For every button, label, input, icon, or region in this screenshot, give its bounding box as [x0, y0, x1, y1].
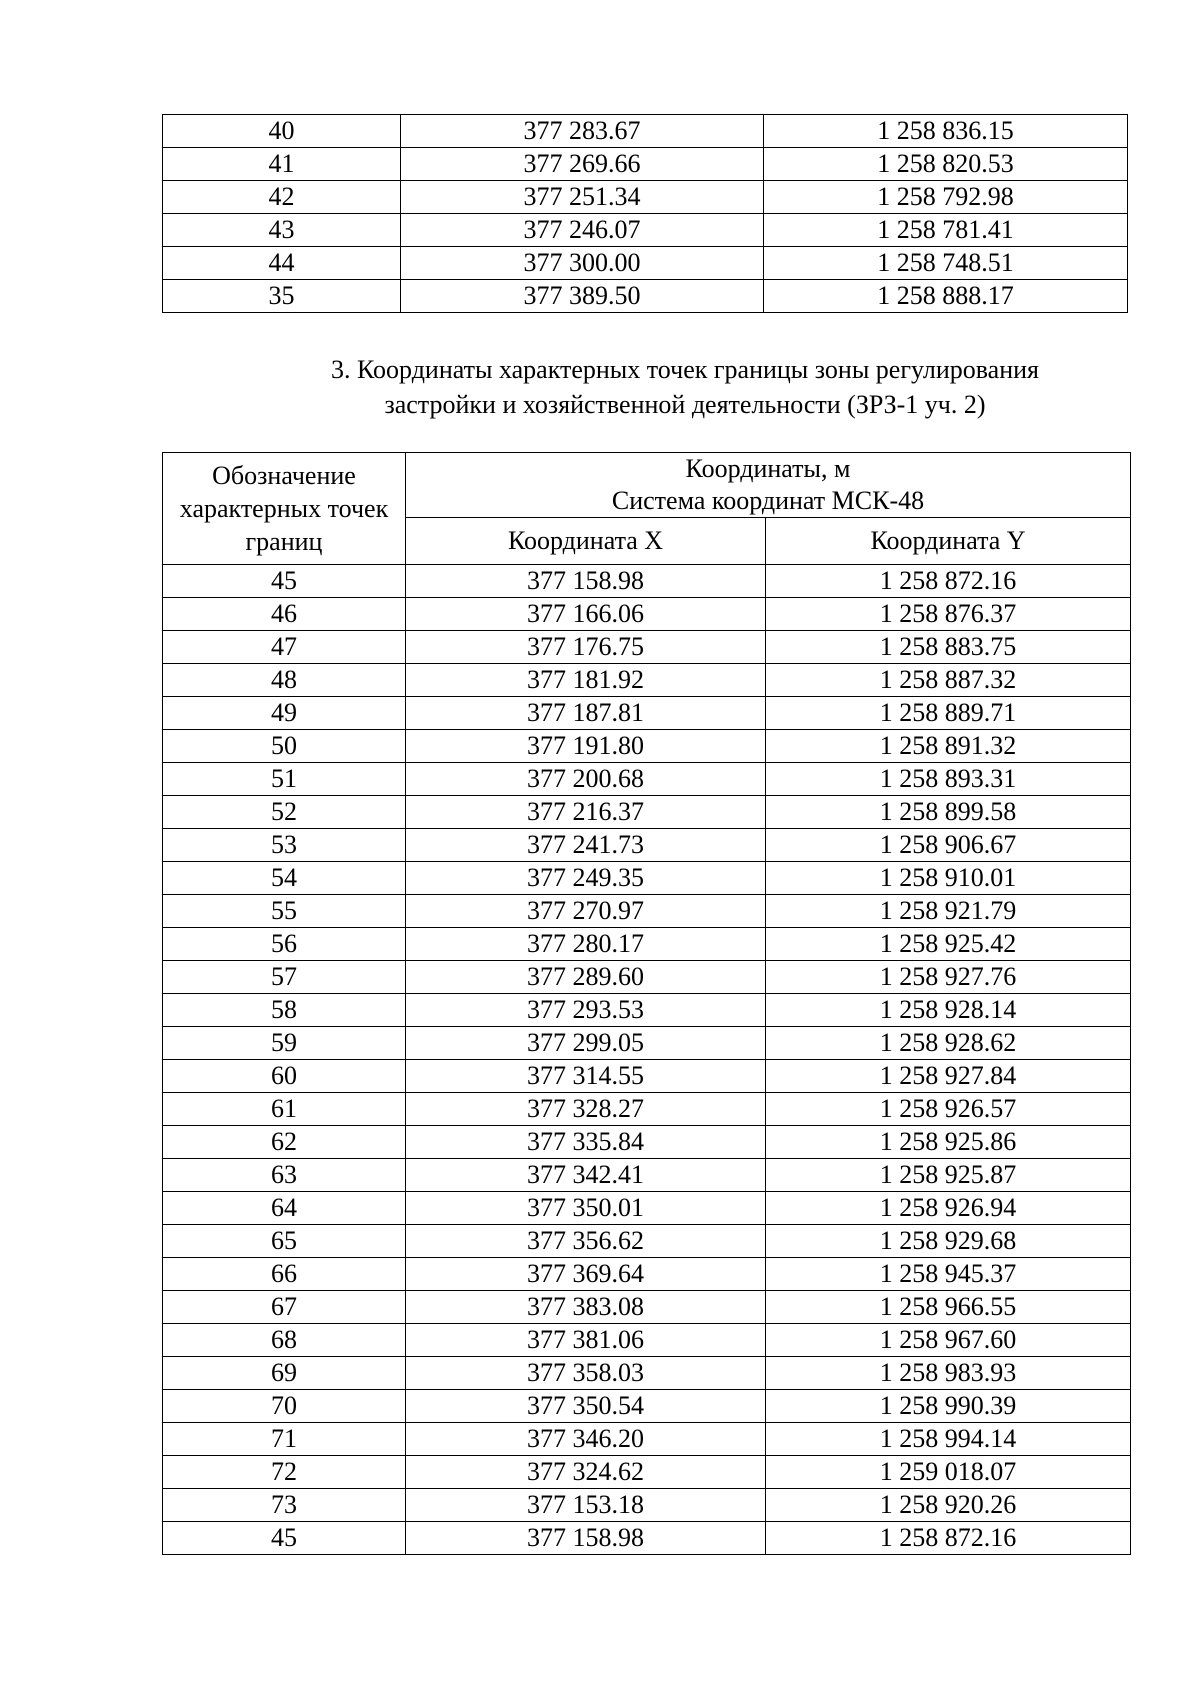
point-number-cell: 49	[163, 697, 406, 730]
coordinate-y-cell: 1 258 883.75	[766, 631, 1131, 664]
coordinates-table	[162, 452, 1131, 1555]
table-row	[163, 730, 1131, 763]
section-heading-line-1: 3. Координаты характерных точек границы зоны регулирования	[331, 355, 1039, 384]
table-row	[163, 1324, 1131, 1357]
point-number-cell: 41	[163, 148, 401, 181]
table-row	[163, 247, 1128, 280]
coordinate-x-cell: 377 187.81	[406, 697, 766, 730]
coordinate-y-cell: 1 258 893.31	[766, 763, 1131, 796]
table-row	[163, 1291, 1131, 1324]
header-coordinate-x: Координата X	[406, 518, 766, 565]
table-row	[163, 1060, 1131, 1093]
coordinate-x-cell: 377 241.73	[406, 829, 766, 862]
point-number-cell: 50	[163, 730, 406, 763]
coordinate-x-cell: 377 181.92	[406, 664, 766, 697]
table-row	[163, 994, 1131, 1027]
coordinate-y-cell: 1 258 889.71	[766, 697, 1131, 730]
coordinate-x-cell: 377 283.67	[401, 115, 764, 148]
coordinate-x-cell: 377 158.98	[406, 1522, 766, 1555]
table-row	[163, 280, 1128, 313]
coordinate-x-cell: 377 328.27	[406, 1093, 766, 1126]
coordinate-x-cell: 377 251.34	[401, 181, 764, 214]
table-row	[163, 631, 1131, 664]
point-number-cell: 58	[163, 994, 406, 1027]
coordinate-x-cell: 377 383.08	[406, 1291, 766, 1324]
coordinate-y-cell: 1 258 887.32	[766, 664, 1131, 697]
coordinate-y-cell: 1 258 990.39	[766, 1390, 1131, 1423]
coordinate-y-cell: 1 258 910.01	[766, 862, 1131, 895]
table-row	[163, 664, 1131, 697]
coordinate-x-cell: 377 335.84	[406, 1126, 766, 1159]
table-row	[163, 1093, 1131, 1126]
section-heading-line-2: застройки и хозяйственной деятельности (ЗРЗ-1 уч. 2)	[384, 390, 986, 419]
coordinate-y-cell: 1 258 994.14	[766, 1423, 1131, 1456]
coordinate-y-cell: 1 258 792.98	[764, 181, 1128, 214]
table-row	[163, 1027, 1131, 1060]
point-number-cell: 59	[163, 1027, 406, 1060]
coordinates-table-body	[163, 565, 1131, 1555]
coordinate-x-cell: 377 381.06	[406, 1324, 766, 1357]
point-number-cell: 52	[163, 796, 406, 829]
coordinate-y-cell: 1 258 927.76	[766, 961, 1131, 994]
point-number-cell: 54	[163, 862, 406, 895]
header-coordinates	[406, 453, 1131, 518]
coordinate-y-cell: 1 258 872.16	[766, 1522, 1131, 1555]
coordinate-y-cell: 1 258 925.86	[766, 1126, 1131, 1159]
table-row	[163, 763, 1131, 796]
coordinate-y-cell: 1 258 925.87	[766, 1159, 1131, 1192]
table-row	[163, 214, 1128, 247]
header-coordinate-system: Система координат МСК-48	[611, 486, 925, 515]
coordinate-x-cell: 377 358.03	[406, 1357, 766, 1390]
coordinate-x-cell: 377 299.05	[406, 1027, 766, 1060]
point-number-cell: 73	[163, 1489, 406, 1522]
header-point-designation: Обозначение характерных точек границ	[163, 453, 406, 565]
continuation-table	[162, 114, 1128, 313]
coordinate-y-cell: 1 258 926.57	[766, 1093, 1131, 1126]
coordinate-y-cell: 1 258 888.17	[764, 280, 1128, 313]
table-row	[163, 895, 1131, 928]
point-number-cell: 69	[163, 1357, 406, 1390]
table-row	[163, 1390, 1131, 1423]
coordinate-x-cell: 377 246.07	[401, 214, 764, 247]
coordinate-y-cell: 1 258 906.67	[766, 829, 1131, 862]
coordinate-y-cell: 1 258 891.32	[766, 730, 1131, 763]
coordinate-y-cell: 1 258 926.94	[766, 1192, 1131, 1225]
coordinate-x-cell: 377 166.06	[406, 598, 766, 631]
coordinate-y-cell: 1 259 018.07	[766, 1456, 1131, 1489]
point-number-cell: 61	[163, 1093, 406, 1126]
coordinate-x-cell: 377 191.80	[406, 730, 766, 763]
coordinate-y-cell: 1 258 929.68	[766, 1225, 1131, 1258]
point-number-cell: 53	[163, 829, 406, 862]
coordinate-y-cell: 1 258 945.37	[766, 1258, 1131, 1291]
coordinate-x-cell: 377 270.97	[406, 895, 766, 928]
point-number-cell: 51	[163, 763, 406, 796]
coordinate-x-cell: 377 216.37	[406, 796, 766, 829]
coordinate-x-cell: 377 280.17	[406, 928, 766, 961]
coordinate-x-cell: 377 249.35	[406, 862, 766, 895]
coordinate-y-cell: 1 258 927.84	[766, 1060, 1131, 1093]
coordinate-y-cell: 1 258 872.16	[766, 565, 1131, 598]
coordinate-y-cell: 1 258 966.55	[766, 1291, 1131, 1324]
point-number-cell: 42	[163, 181, 401, 214]
table-row	[163, 1258, 1131, 1291]
table-row	[163, 796, 1131, 829]
point-number-cell: 56	[163, 928, 406, 961]
point-number-cell: 55	[163, 895, 406, 928]
point-number-cell: 45	[163, 565, 406, 598]
table-row	[163, 928, 1131, 961]
coordinate-x-cell: 377 350.54	[406, 1390, 766, 1423]
point-number-cell: 40	[163, 115, 401, 148]
table-row	[163, 148, 1128, 181]
point-number-cell: 44	[163, 247, 401, 280]
coordinate-y-cell: 1 258 920.26	[766, 1489, 1131, 1522]
table-row	[163, 1456, 1131, 1489]
continuation-table-body	[163, 115, 1128, 313]
table-row	[163, 697, 1131, 730]
point-number-cell: 57	[163, 961, 406, 994]
coordinate-y-cell: 1 258 876.37	[766, 598, 1131, 631]
point-number-cell: 72	[163, 1456, 406, 1489]
point-number-cell: 46	[163, 598, 406, 631]
point-number-cell: 47	[163, 631, 406, 664]
table-row	[163, 565, 1131, 598]
table-row	[163, 1522, 1131, 1555]
point-number-cell: 64	[163, 1192, 406, 1225]
point-number-cell: 65	[163, 1225, 406, 1258]
coordinate-y-cell: 1 258 820.53	[764, 148, 1128, 181]
point-number-cell: 70	[163, 1390, 406, 1423]
coordinate-x-cell: 377 346.20	[406, 1423, 766, 1456]
table-row	[163, 1126, 1131, 1159]
coordinate-y-cell: 1 258 921.79	[766, 895, 1131, 928]
table-row	[163, 1423, 1131, 1456]
coordinate-x-cell: 377 269.66	[401, 148, 764, 181]
table-row	[163, 961, 1131, 994]
table-row	[163, 829, 1131, 862]
point-number-cell: 62	[163, 1126, 406, 1159]
coordinate-x-cell: 377 153.18	[406, 1489, 766, 1522]
point-number-cell: 71	[163, 1423, 406, 1456]
coordinate-y-cell: 1 258 781.41	[764, 214, 1128, 247]
coordinate-x-cell: 377 176.75	[406, 631, 766, 664]
coordinate-x-cell: 377 289.60	[406, 961, 766, 994]
coordinates-table-header	[163, 453, 1131, 565]
coordinate-x-cell: 377 200.68	[406, 763, 766, 796]
coordinate-x-cell: 377 342.41	[406, 1159, 766, 1192]
header-coordinate-y: Координата Y	[766, 518, 1131, 565]
point-number-cell: 60	[163, 1060, 406, 1093]
table-row	[163, 1192, 1131, 1225]
point-number-cell: 63	[163, 1159, 406, 1192]
coordinate-x-cell: 377 356.62	[406, 1225, 766, 1258]
table-row	[163, 1357, 1131, 1390]
coordinate-x-cell: 377 389.50	[401, 280, 764, 313]
table-row	[163, 1159, 1131, 1192]
table-row	[163, 115, 1128, 148]
table-row	[163, 1489, 1131, 1522]
coordinate-y-cell: 1 258 899.58	[766, 796, 1131, 829]
coordinate-y-cell: 1 258 925.42	[766, 928, 1131, 961]
point-number-cell: 48	[163, 664, 406, 697]
coordinate-y-cell: 1 258 748.51	[764, 247, 1128, 280]
point-number-cell: 43	[163, 214, 401, 247]
coordinate-y-cell: 1 258 983.93	[766, 1357, 1131, 1390]
coordinate-x-cell: 377 324.62	[406, 1456, 766, 1489]
coordinate-x-cell: 377 314.55	[406, 1060, 766, 1093]
point-number-cell: 67	[163, 1291, 406, 1324]
point-number-cell: 35	[163, 280, 401, 313]
point-number-cell: 66	[163, 1258, 406, 1291]
coordinate-y-cell: 1 258 967.60	[766, 1324, 1131, 1357]
coordinate-y-cell: 1 258 836.15	[764, 115, 1128, 148]
section-heading	[200, 352, 1170, 422]
point-number-cell: 68	[163, 1324, 406, 1357]
point-number-cell: 45	[163, 1522, 406, 1555]
coordinate-x-cell: 377 293.53	[406, 994, 766, 1027]
table-row	[163, 862, 1131, 895]
coordinate-x-cell: 377 300.00	[401, 247, 764, 280]
coordinate-x-cell: 377 158.98	[406, 565, 766, 598]
coordinate-y-cell: 1 258 928.62	[766, 1027, 1131, 1060]
coordinate-x-cell: 377 350.01	[406, 1192, 766, 1225]
header-coordinates-title: Координаты, м	[685, 454, 851, 483]
table-row	[163, 1225, 1131, 1258]
coordinate-y-cell: 1 258 928.14	[766, 994, 1131, 1027]
table-row	[163, 598, 1131, 631]
coordinate-x-cell: 377 369.64	[406, 1258, 766, 1291]
table-row	[163, 181, 1128, 214]
